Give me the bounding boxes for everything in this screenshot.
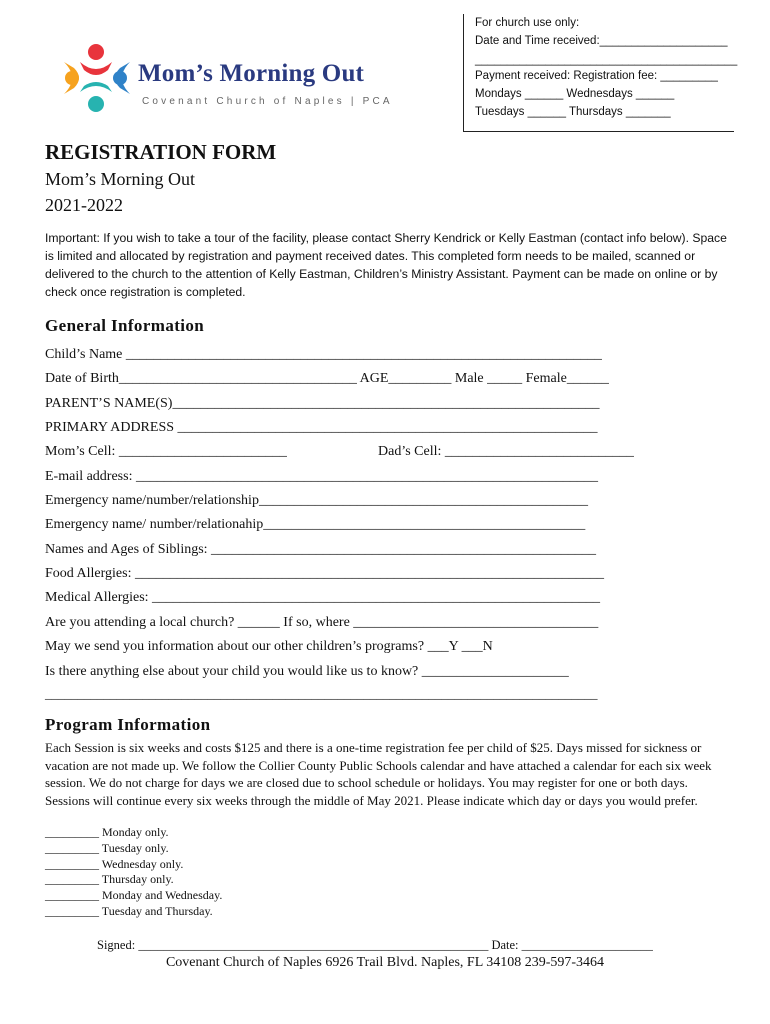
mom-cell-field[interactable]: Mom’s Cell: ________________________	[45, 444, 287, 459]
dob-age-gender-field[interactable]: Date of Birth__________________________________ AGE_________ Male _____ Female______	[45, 371, 609, 386]
child-name-field[interactable]: Child’s Name ____________________________________________________________________	[45, 347, 602, 362]
form-title: REGISTRATION FORM	[45, 140, 277, 164]
option-tuesday-thursday[interactable]: _________ Tuesday and Thursday.	[45, 904, 213, 918]
church-use-heading: For church use only:	[475, 17, 580, 29]
program-info-heading: Program Information	[45, 715, 211, 734]
church-contact-footer: Covenant Church of Naples 6926 Trail Blvd. Naples, FL 34108 239-597-3464	[165, 955, 605, 970]
program-description: Each Session is six weeks and costs $125 and there is a one-time registration fee per child of $25. Days missed for sickness or vacation are not made up. We follow the Collier County Public Schools calendar and have attached a calendar for each six week session. We do not charge for days we are closed due to school schedule or holidays. You may register for one or both days. Sessions will continue every six weeks through the middle of May 2021. Please indicate which day or days you would prefer.	[45, 740, 712, 808]
dad-cell-field[interactable]: Dad’s Cell: ___________________________	[378, 444, 634, 459]
parents-name-field[interactable]: PARENT’S NAME(S)_____________________________________________________________	[45, 396, 600, 411]
local-church-field[interactable]: Are you attending a local church? ______ If so, where ___________________________________	[45, 615, 599, 630]
option-monday-wednesday[interactable]: _________ Monday and Wednesday.	[45, 888, 223, 902]
form-subtitle-program: Mom’s Morning Out	[45, 169, 196, 189]
form-subtitle-year: 2021-2022	[45, 195, 123, 215]
payment-received: Payment received: Registration fee: _________	[475, 70, 718, 82]
emergency-contact-1-field[interactable]: Emergency name/number/relationship_______________________________________________	[45, 493, 588, 508]
medical-allergies-field[interactable]: Medical Allergies: ________________________________________________________________	[45, 590, 601, 605]
emergency-contact-2-field[interactable]: Emergency name/ number/relationahip______________________________________________	[45, 517, 586, 532]
option-thursday[interactable]: _________ Thursday only.	[45, 872, 174, 886]
signature-date-line[interactable]: Signed: ________________________________________________________ Date: _____________________	[97, 938, 653, 952]
church-use-blank-line: _________________________________________	[475, 54, 738, 66]
tuesdays-thursdays: Tuesdays ______ Thursdays _______	[475, 106, 671, 118]
option-monday[interactable]: _________ Monday only.	[45, 825, 169, 839]
siblings-field[interactable]: Names and Ages of Siblings: _______________________________________________________	[45, 542, 597, 557]
date-time-received: Date and Time received:____________________	[475, 35, 728, 47]
logo-mark-icon	[58, 40, 136, 118]
logo-subtitle: Covenant Church of Naples | PCA	[142, 96, 393, 107]
anything-else-field[interactable]: Is there anything else about your child you would like us to know? _____________________	[45, 664, 569, 679]
option-wednesday[interactable]: _________ Wednesday only.	[45, 857, 184, 871]
church-use-box	[463, 14, 738, 132]
anything-else-blank-line[interactable]: _____________________________________________________________________________________	[45, 686, 598, 701]
food-allergies-field[interactable]: Food Allergies: ___________________________________________________________________	[45, 566, 604, 581]
general-info-heading: General Information	[45, 316, 205, 335]
primary-address-field[interactable]: PRIMARY ADDRESS ____________________________________________________________	[45, 420, 598, 435]
email-field[interactable]: E-mail address: __________________________________________________________________	[45, 469, 598, 484]
mondays-wednesdays: Mondays ______ Wednesdays ______	[475, 88, 675, 100]
send-info-field[interactable]: May we send you information about our other children’s programs? ___Y ___N	[45, 639, 493, 654]
option-tuesday[interactable]: _________ Tuesday only.	[45, 841, 169, 855]
important-notice: Important: If you wish to take a tour of the facility, please contact Sherry Kendrick or Kelly Eastman (contact info below). Space is limited and allocated by registration and payment received dates. This completed form needs to be mailed, scanned or delivered to the church to the attention of Kelly Eastman, Children’s Ministry Assistant. Payment can be made on online or by check once registration is completed.	[45, 231, 727, 299]
logo-title: Mom’s Morning Out	[138, 60, 365, 87]
